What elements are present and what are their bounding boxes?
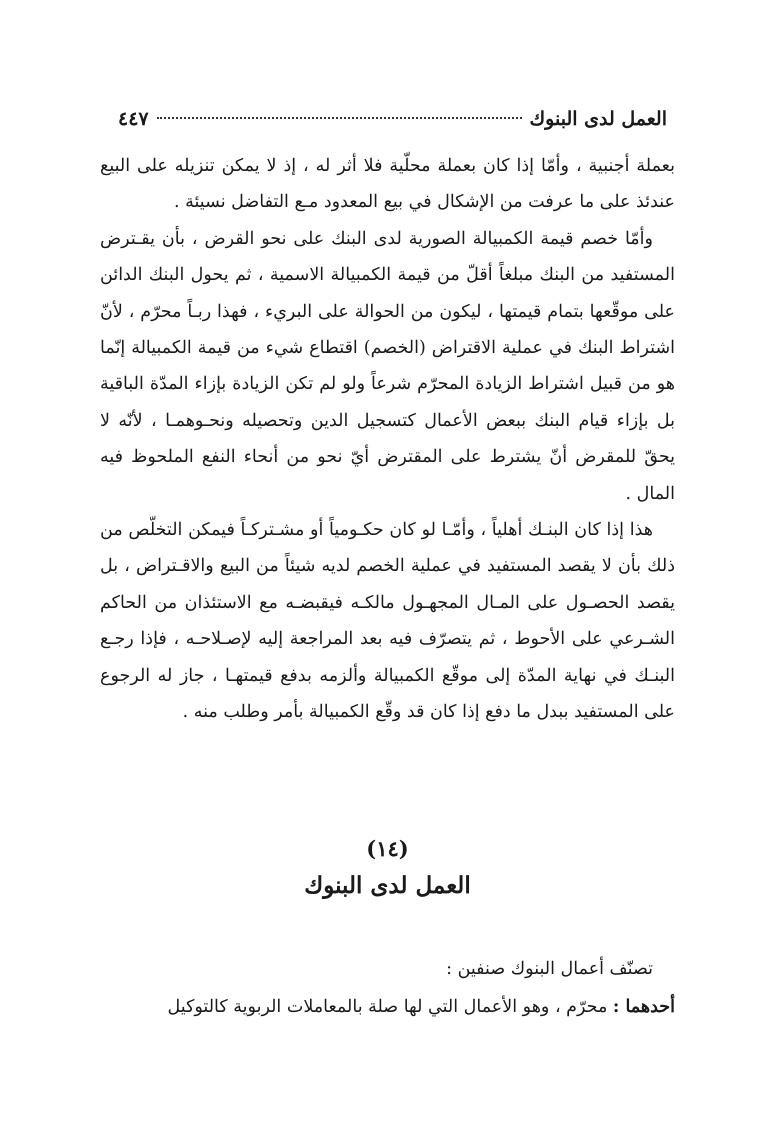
first-item-lead: أحدهما : (612, 997, 675, 1017)
paragraph-3: هذا إذا كان البنـك أهلياً ، وأمّـا لو كان حكـومياً أو مشـتركـاً فيمكن التخلّص من ذلك بأن لا يقصد المستفيد في عملية الخصم لديه شيئاً من البيع والاقـتراض ، بل يقصد الحصـول على المـال المجهـول مالكـه فيقبضـه مع الاستئذان من الحاكم الشـرعي على الأحوط ، ثم يتصرّف فيه بعد المراجعة إليه لإصـلاحـه ، فإذا رجـع البنـك في نهاية المدّة إلى موقّع الكمبيالة وألزمه بدفع قيمتهـا ، جاز له الرجوع على المستفيد ببدل ما دفع إذا كان قد وقّع الكمبيالة بأمر وطلب منه . (100, 520, 675, 723)
paragraph-1: بعملة أجنبية ، وأمّا إذا كان بعملة محلّية فلا أثر له ، إذ لا يمكن تنزيله على البيع عندئذ على ما عرفت من الإشكال في بيع المعدود مـع التفاضل نسيئة . (100, 156, 675, 213)
paragraph-2: وأمّا خصم قيمة الكمبيالة الصورية لدى البنك على نحو القرض ، بأن يقـترض المستفيد من البنك مبلغاً أقلّ من قيمة الكمبيالة الاسمية ، ثم يحول البنك الدائن على موقّعها بتمام قيمتها ، ليكون من الحوالة على البريء ، فهذا ربـاً محرّم ، لأنّ اشتراط البنك في عملية الاقتراض (الخصم) اقتطاع شيء من قيمة الكمبيالة إنّما هو من قبيل اشتراط الزيادة المحرّم شرعاً ولو لم تكن الزيادة بإزاء المدّة الباقية بل بإزاء قيام البنك ببعض الأعمال كتسجيل الدين وتحصيله ونحـوهمـا ، لأنّه لا يحقّ للمقرض أنّ يشترط على المقترض أيّ نحو من أنحاء النفع الملحوظ فيه المال . (100, 228, 675, 504)
header-title: العمل لدى البنوك (529, 108, 667, 130)
section-first-item (100, 988, 675, 1026)
header-dot-leader (157, 117, 522, 119)
section-body (100, 950, 675, 1026)
first-item-text: محرّم ، وهو الأعمال التي لها صلة بالمعاملات الربوية كالتوكيل (167, 997, 613, 1017)
section-intro: تصنّف أعمال البنوك صنفين : (446, 959, 653, 979)
section-number: (١٤) (366, 836, 409, 861)
running-header (118, 108, 667, 142)
section-title: العمل لدى البنوك (304, 872, 471, 899)
body-text (100, 148, 675, 731)
page-number: ٤٤٧ (118, 108, 149, 130)
